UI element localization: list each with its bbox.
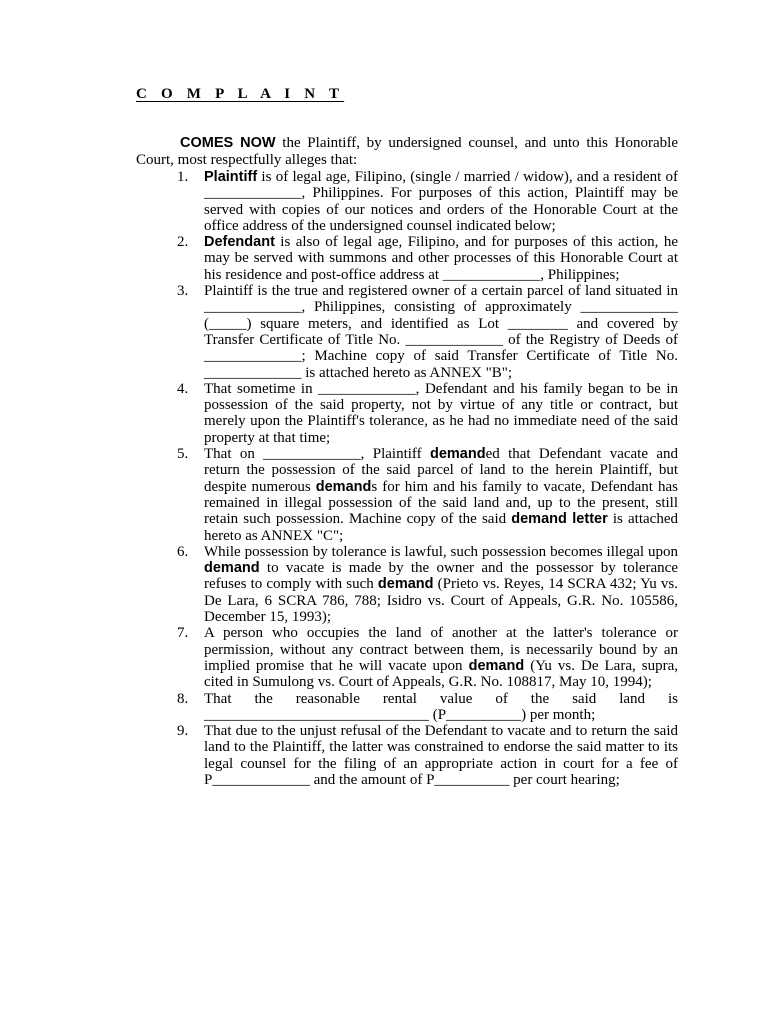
- allegations-list: [177, 169, 678, 788]
- allegation-item: [177, 625, 678, 690]
- intro-lead: COMES NOW: [180, 135, 276, 151]
- allegation-text: While possession by tolerance is lawful, such possession becomes illegal upon: [204, 543, 678, 560]
- allegation-item: [177, 544, 678, 625]
- allegation-number: 5.: [177, 446, 189, 463]
- allegation-item: [177, 234, 678, 283]
- allegation-text: A person who occupies the land of another at the latter's tolerance or permission, without any contract between them, is necessarily bound by an implied promise that he will vacate upon: [204, 625, 678, 674]
- allegation-text: is also of legal age, Filipino, and for purposes of this action, he may be served with summons and other processes of this Honorable Court at his residence and post-office address at _____________, Philippines;: [204, 234, 678, 283]
- bold-term: demand: [315, 478, 372, 495]
- allegation-number: 1.: [177, 169, 189, 185]
- allegation-number: 8.: [177, 690, 189, 707]
- allegation-number: 3.: [177, 283, 189, 300]
- allegation-text: (Yu vs. De Lara, supra, cited in Sumulong vs. Court of Appeals, G.R. No. 108817, May 10, 1994);: [204, 657, 678, 691]
- allegation-number: 2.: [177, 234, 189, 251]
- bold-term: demand: [377, 576, 434, 593]
- allegation-text: That on _____________, Plaintiff: [204, 446, 430, 463]
- bold-term: demand: [204, 560, 260, 577]
- bold-term: Plaintiff: [204, 169, 258, 185]
- bold-term: demand: [429, 446, 486, 463]
- allegation-text: is attached hereto as ANNEX "C";: [204, 511, 678, 544]
- allegation-item: [177, 169, 678, 234]
- allegation-text: Plaintiff is the true and registered owner of a certain parcel of land situated in _____________, Philippines, consisting of approximately _____________ (_____) square meters, and identified as Lot ________ and covered by Transfer Certificate of Title No. _____________ of the Registry of Deeds of _____________; Machine copy of said Transfer Certificate of Title No. _____________ is attached hereto as ANNEX "B";: [204, 283, 678, 381]
- bold-term: demand: [468, 657, 525, 674]
- allegation-text: That sometime in _____________, Defendant and his family began to be in possession of the said property, not by virtue of any title or contract, but merely upon the Plaintiff's tolerance, as he had no immediate need of the said property at that time;: [204, 380, 678, 446]
- allegation-text: That the reasonable rental value of the said land is ______________________________ (P__________) per month;: [204, 690, 678, 723]
- document-title: C O M P L A I N T: [136, 86, 345, 102]
- allegation-item: [177, 381, 678, 446]
- allegation-number: 7.: [177, 625, 189, 642]
- bold-term: demand letter: [511, 511, 608, 528]
- allegation-text: is of legal age, Filipino, (single / married / widow), and a resident of _____________, Philippines. For purposes of this action, Plaintiff may be served with copies of our notices and orders of the Honorable Court at the office address of the undersigned counsel indicated below;: [204, 169, 678, 234]
- allegation-text: to vacate is made by the owner and the possessor by tolerance refuses to comply with such: [204, 560, 678, 593]
- allegation-item: [177, 283, 678, 381]
- allegation-text: s for him and his family to vacate, Defendant has remained in illegal possession of the said land and, up to the present, still retain such possession. Machine copy of the said: [204, 478, 678, 528]
- allegation-text: That due to the unjust refusal of the Defendant to vacate and to return the said land to the Plaintiff, the latter was constrained to endorse the said matter to its legal counsel for the filing of an appropriate action in court for a fee of P_____________ and the amount of P__________ per court hearing;: [204, 723, 678, 788]
- allegation-number: 9.: [177, 723, 189, 740]
- intro-text: the Plaintiff, by undersigned counsel, and unto this Honorable Court, most respectfully alleges that:: [136, 135, 678, 168]
- bold-term: Defendant: [204, 234, 275, 251]
- allegation-number: 6.: [177, 543, 189, 560]
- intro-paragraph: [136, 135, 678, 168]
- allegation-item: [177, 446, 678, 544]
- allegation-text: ed that Defendant vacate and return the possession of the said parcel of land to the herein Plaintiff, but despite numerous: [204, 446, 678, 495]
- allegation-text: (Prieto vs. Reyes, 14 SCRA 432; Yu vs. De Lara, 6 SCRA 786, 788; Isidro vs. Court of Appeals, G.R. No. 105586, December 15, 1993);: [204, 576, 678, 626]
- allegation-item: [177, 691, 678, 724]
- allegation-number: 4.: [177, 380, 189, 397]
- allegation-item: [177, 723, 678, 788]
